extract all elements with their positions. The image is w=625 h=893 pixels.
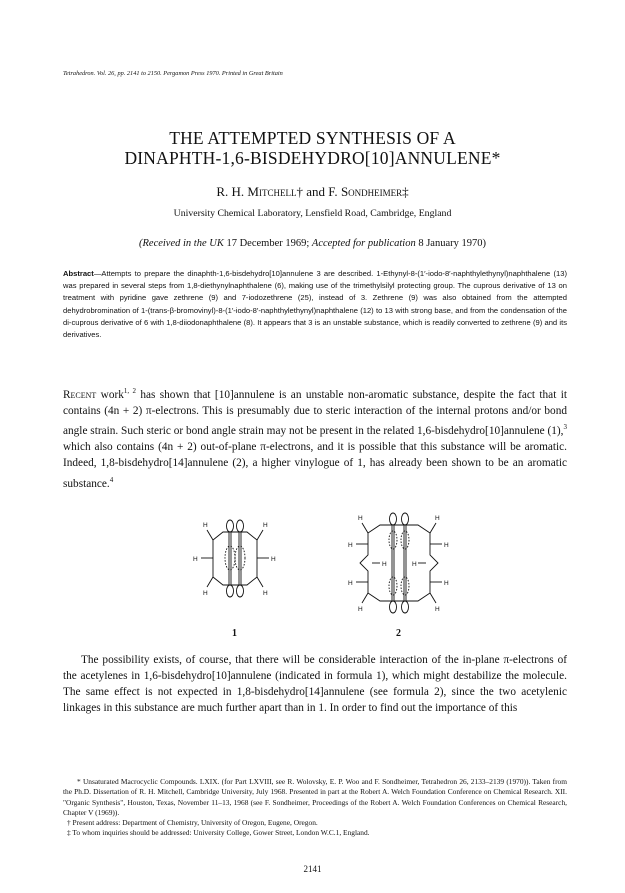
atom-h: H (412, 561, 417, 568)
structure-2-diagram (330, 505, 470, 623)
atom-h: H (435, 515, 440, 522)
orbital-inplane-2 (401, 531, 409, 549)
atom-h: H (358, 515, 363, 522)
accepted-date: 8 January 1970) (415, 238, 486, 249)
paragraph-2: The possibility exists, of course, that there will be considerable interaction of the in-plane π-electrons of the acetylenes in 1,6-bisdehydro[10]annulene (indicated in formula 1), which might destabilize the molecule. The same effect is not expected in 1,8-bisdehydro[14]annulene (see formula 2), since the two acetylenic linkages in this substance are much further apart than in 1. In order to find out the importance of this (63, 654, 567, 714)
atom-h: H (203, 522, 208, 529)
author2-initials: F. (328, 184, 341, 199)
bond-h-tr (430, 523, 436, 533)
atom-h: H (382, 561, 387, 568)
running-head: Tetrahedron. Vol. 26, pp. 2141 to 2150. Pergamon Press 1970. Printed in Great Britain (63, 70, 283, 77)
author1-initials: R. H. (216, 184, 248, 199)
orbital-lobe-1 (390, 513, 397, 525)
author2-surname: Sondheimer (340, 184, 403, 199)
atom-h: H (271, 556, 276, 563)
orbital-lobe-4 (402, 601, 409, 613)
authors (40, 184, 585, 200)
atom-h: H (203, 590, 208, 597)
accepted-label: Accepted for publication (311, 238, 416, 249)
abstract-text: —Attempts to prepare the dinaphth-1,6-bisdehydro[10]annulene 3 are described. 1-Ethynyl-8-(1′-iodo-8′-naphthylethynyl)naphthalene (13) was prepared in several steps from 1,8-diethynylnaphthalene (6), making use of the trimethylsilyl protecting group. The cuprous derivative of 13 on treatment with pyridine gave zethrene (9) and 7-iodozethrene (25), instead of 3. Zethrene (9) was also obtained from the attempted dehydrobromination of 1-(trans-β-bromovinyl)-8-(1′-iodo-8′-naphthylethynyl)naphthalene (12) to 13 with strong base, and from the condensation of the di-cuprous derivative of 6 with 1,8-diiodonaphthalene (8). It appears that 3 is an unstable substance, which is readily converted to zethrene (9) and its derivatives. (63, 269, 567, 340)
author1-mark: † (296, 184, 303, 199)
bond-h-tl (362, 523, 368, 533)
atom-h: H (193, 556, 198, 563)
orbital-lobe-4 (237, 585, 244, 597)
atom-h: H (263, 590, 268, 597)
title-line-1: THE ATTEMPTED SYNTHESIS OF A (169, 128, 456, 148)
orbital-lobe-1 (227, 520, 234, 532)
ring-outline-2 (360, 525, 438, 601)
abstract-label: Abstract (63, 269, 94, 278)
paragraph-1-text-b: has shown that [10]annulene is an unstable non-aromatic substance, despite the fact that it contains (4n + 2) π-electrons. This is presumably due to steric interaction of the internal protons and/or bond angle strain. Such steric or bond angle strain may not be present in the related 1,6-bisdehydro[10]annulene (1), (63, 388, 567, 437)
page-number: 2141 (303, 864, 322, 874)
orbital-inplane-4 (401, 577, 409, 595)
bond-h-br (430, 593, 436, 603)
orbital-lobe-2 (237, 520, 244, 532)
orbital-lobe-3 (227, 585, 234, 597)
ref-1-2: 1, 2 (123, 387, 136, 395)
orbital-inplane-1 (389, 531, 397, 549)
affiliation: University Chemical Laboratory, Lensfield Road, Cambridge, England (173, 208, 452, 219)
paragraph-1-text-a: work (96, 388, 124, 401)
paragraph-1-text-c: which also contains (4n + 2) out-of-plane π-electrons, and it is possible that this substance will be aromatic. Indeed, 1,8-bisdehydro[14]annulene (2), a higher vinylogue of 1, has already been shown to be an aromatic substance. (63, 441, 567, 490)
abstract (63, 268, 567, 341)
atom-h: H (358, 606, 363, 613)
footnotes (63, 777, 567, 839)
orbital-lobe-3 (390, 601, 397, 613)
atom-h: H (348, 580, 353, 587)
authors-and: and (302, 184, 329, 199)
atom-h: H (444, 542, 449, 549)
bond-h-br (257, 577, 263, 587)
footnote-star: * Unsaturated Macrocyclic Compounds. LXIX. (for Part LXVIII, see R. Wolovsky, E. P. Woo and F. Sondheimer, Tetrahedron 26, 2133–2139 (1970)). Taken from the Ph.D. Dissertation of R. H. Mitchell, Cambridge University, July 1968. Presented in part at the Robert A. Welch Foundation Conference on Chemical Research. XII. "Organic Synthesis", Houston, Texas, November 11–13, 1968 (see F. Sondheimer, Proceedings of the Robert A. Welch Foundation Conferences on Chemical Research, Chapter V (1969)). (63, 777, 567, 817)
title-line-2: DINAPHTH-1,6-BISDEHYDRO[10]ANNULENE* (124, 148, 501, 168)
bond-h-bl (207, 577, 213, 587)
bond-h-tr (257, 530, 263, 540)
author1-surname: Mitchell (247, 184, 297, 199)
bond-h-bl (362, 593, 368, 603)
received-line (40, 238, 585, 249)
ref-4: 4 (109, 475, 114, 484)
atom-h: H (263, 522, 268, 529)
orbital-inplane-1 (225, 546, 235, 570)
compound-label-1: 1 (232, 628, 237, 639)
paragraph-1-lead: Recent (63, 388, 97, 401)
received-date: 17 December 1969; (223, 238, 312, 249)
paragraph-1 (63, 383, 567, 492)
orbital-lobe-2 (402, 513, 409, 525)
atom-h: H (348, 542, 353, 549)
ref-3: 3 (563, 423, 567, 432)
orbital-inplane-3 (389, 577, 397, 595)
bond-h-tl (207, 530, 213, 540)
footnote-double-dagger: ‡ To whom inquiries should be addressed: University College, Gower Street, London W.C.1, England. (67, 828, 370, 838)
compound-label-2: 2 (396, 628, 401, 639)
author2-mark: ‡ (402, 184, 409, 199)
received-label: (Received in the UK (139, 238, 224, 249)
structure-1-diagram (175, 515, 295, 615)
footnote-dagger: † Present address: Department of Chemistry, University of Oregon, Eugene, Oregon. (67, 818, 318, 828)
orbital-inplane-2 (235, 546, 245, 570)
atom-h: H (435, 606, 440, 613)
atom-h: H (444, 580, 449, 587)
